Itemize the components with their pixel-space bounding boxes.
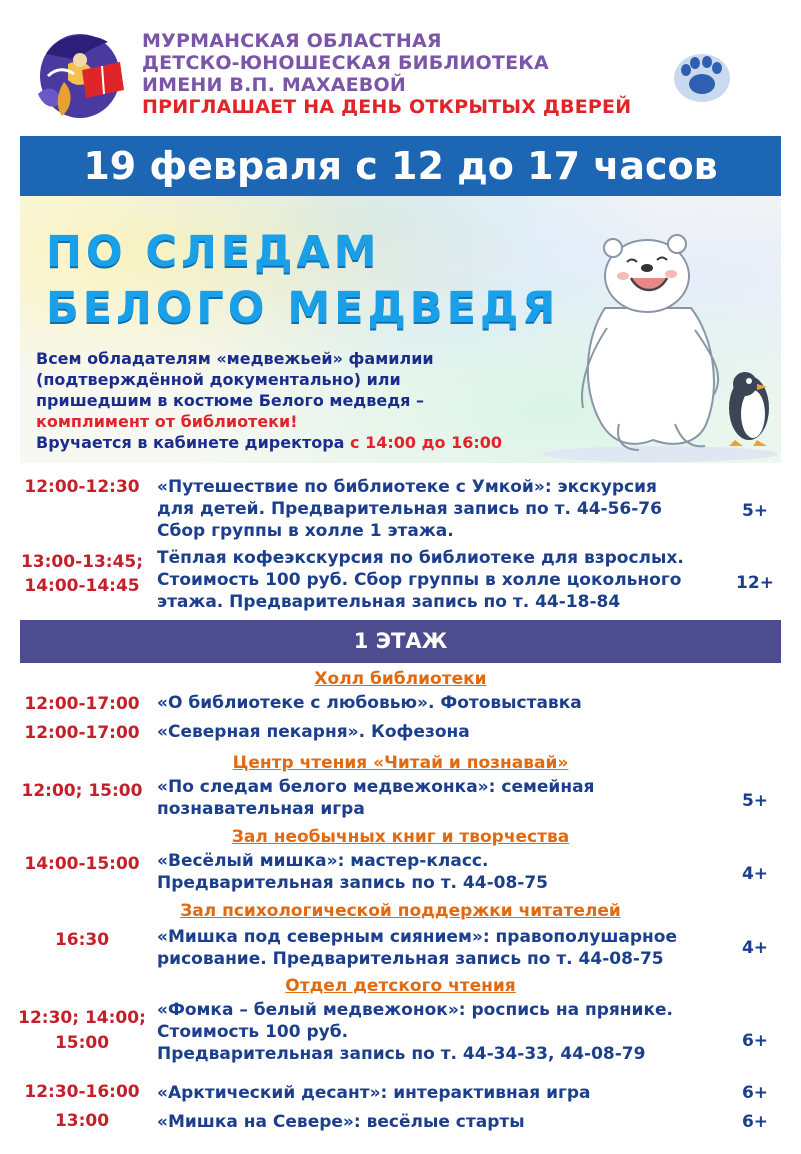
floor-title: 1 ЭТАЖ xyxy=(20,620,781,663)
event-time: 12:30-16:00 xyxy=(24,1082,140,1102)
event-line: для детей. Предварительная запись по т. 44-56-76 xyxy=(157,499,662,519)
event-line: «Весёлый мишка»: мастер-класс. xyxy=(157,851,489,871)
promo-line-1: Всем обладателям «медвежьей» фамилии xyxy=(36,349,434,368)
age-badge: 12+ xyxy=(736,573,774,593)
section-title-unusual-books: Зал необычных книг и творчества xyxy=(231,827,570,847)
event-description: «Арктический десант»: интерактивная игра xyxy=(157,1083,591,1103)
promo-time: с 14:00 до 16:00 xyxy=(350,433,502,452)
event-line: Тёплая кофеэкскурсия по библиотеке для взрослых. xyxy=(157,548,684,568)
event-line: «Путешествие по библиотеке с Умкой»: экскурсия xyxy=(157,477,657,497)
event-description xyxy=(157,926,677,970)
event-description: «О библиотеке с любовью». Фотовыставка xyxy=(157,693,582,713)
age-badge: 4+ xyxy=(741,938,769,958)
hero-title-line-1: ПО СЛЕДАМ xyxy=(46,227,381,277)
event-time: 16:30 xyxy=(54,930,110,950)
promo-line-2: (подтверждённой документально) или xyxy=(36,370,401,389)
event-time: 12:00-12:30 xyxy=(24,477,140,497)
age-badge: 6+ xyxy=(741,1031,769,1051)
age-badge: 5+ xyxy=(741,791,769,811)
event-line: «Фомка – белый медвежонок»: роспись на прянике. xyxy=(157,1000,673,1020)
event-line: Сбор группы в холле 1 этажа. xyxy=(157,521,454,541)
event-line: этажа. Предварительная запись по т. 44-18-84 xyxy=(157,592,621,612)
event-time-2: 14:00-14:45 xyxy=(24,576,140,596)
penguin-illustration xyxy=(729,372,769,446)
library-logo-icon xyxy=(28,24,140,124)
promo-text xyxy=(36,348,502,453)
library-header xyxy=(142,30,631,118)
hero-title xyxy=(46,224,559,336)
event-line: «Мишка под северным сиянием»: правополушарное xyxy=(157,927,677,947)
polar-bear-illustration xyxy=(535,218,781,463)
paw-icon xyxy=(672,48,732,104)
event-time: 12:00-17:00 xyxy=(24,723,140,743)
event-line: познавательная игра xyxy=(157,799,365,819)
event-time: 12:00; 15:00 xyxy=(21,781,143,801)
hero-title-line-2: БЕЛОГО МЕДВЕДЯ xyxy=(46,283,560,333)
event-line: «По следам белого медвежонка»: семейная xyxy=(157,777,595,797)
age-badge: 6+ xyxy=(741,1083,769,1103)
promo-location: Вручается в кабинете директора xyxy=(36,433,351,452)
age-badge: 5+ xyxy=(741,501,769,521)
event-description xyxy=(157,476,662,542)
event-description xyxy=(157,999,673,1065)
event-line: Стоимость 100 руб. Сбор группы в холле цокольного xyxy=(157,570,682,590)
event-time: 13:00-13:45; xyxy=(20,552,144,572)
promo-line-5 xyxy=(36,432,502,453)
event-time-2: 15:00 xyxy=(54,1033,110,1053)
age-badge: 6+ xyxy=(741,1112,769,1132)
header-invite: ПРИГЛАШАЕТ НА ДЕНЬ ОТКРЫТЫХ ДВЕРЕЙ xyxy=(142,96,632,118)
section-title-hall: Холл библиотеки xyxy=(314,669,487,689)
section-title-children-reading: Отдел детского чтения xyxy=(285,976,516,996)
event-line: Предварительная запись по т. 44-08-75 xyxy=(157,873,549,893)
section-title-psych-support: Зал психологической поддержки читателей xyxy=(180,901,621,921)
event-description: «Северная пекарня». Кофезона xyxy=(157,722,470,742)
header-line-1: МУРМАНСКАЯ ОБЛАСТНАЯ xyxy=(142,30,442,52)
age-badge: 4+ xyxy=(741,864,769,884)
event-time: 14:00-15:00 xyxy=(24,854,140,874)
event-description xyxy=(157,776,594,820)
event-time: 12:30; 14:00; xyxy=(18,1008,146,1028)
section-title-reading-center: Центр чтения «Читай и познавай» xyxy=(232,753,569,773)
event-description xyxy=(157,850,548,894)
date-banner: 19 февраля с 12 до 17 часов xyxy=(20,136,781,196)
event-line: Стоимость 100 руб. xyxy=(157,1022,349,1042)
hero-section xyxy=(20,196,781,463)
event-line: Предварительная запись по т. 44-34-33, 44-08-79 xyxy=(157,1044,646,1064)
event-line: рисование. Предварительная запись по т. 44-08-75 xyxy=(157,949,664,969)
event-time: 12:00-17:00 xyxy=(24,694,140,714)
event-description: «Мишка на Севере»: весёлые старты xyxy=(157,1112,525,1132)
header-line-2: ДЕТСКО-ЮНОШЕСКАЯ БИБЛИОТЕКА xyxy=(142,52,549,74)
promo-line-4: комплимент от библиотеки! xyxy=(36,412,298,431)
promo-line-3: пришедшим в костюме Белого медведя – xyxy=(36,391,424,410)
header-line-3: ИМЕНИ В.П. МАХАЕВОЙ xyxy=(142,74,406,96)
event-time: 13:00 xyxy=(54,1111,110,1131)
event-description xyxy=(157,547,684,613)
